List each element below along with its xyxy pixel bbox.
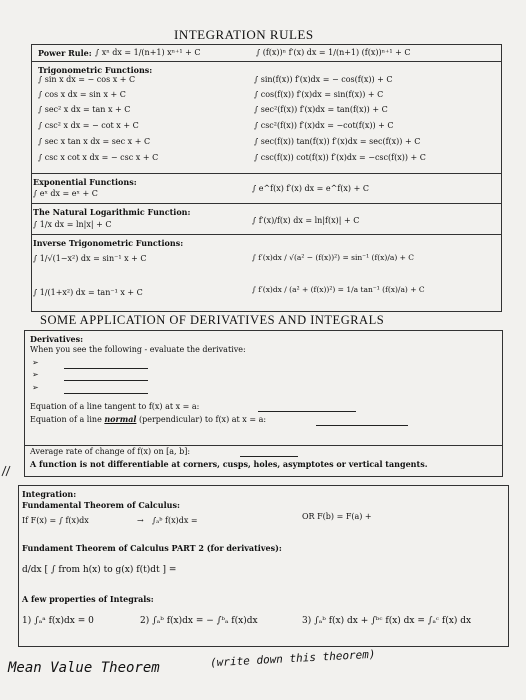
answer-blank[interactable]	[64, 380, 148, 381]
bullet-icon: ➢	[32, 383, 39, 392]
integral-property: 2) ∫ₐᵇ f(x)dx = − ∫ᵇₐ f(x)dx	[140, 616, 258, 626]
divider	[24, 445, 503, 446]
derivatives-label: Derivatives:	[30, 334, 84, 344]
trig-chain-formula: ∫ sec²(f(x)) f′(x)dx = tan(f(x)) + C	[254, 105, 388, 114]
ftc-if-statement: If F(x) = ∫ f(x)dx	[22, 516, 89, 525]
page-title: INTEGRATION RULES	[174, 27, 314, 42]
applications-title: SOME APPLICATION OF DERIVATIVES AND INTEGRALS	[40, 313, 385, 327]
integral-property: 3) ∫ₐᵇ f(x) dx + ∫ᵇᶜ f(x) dx = ∫ₐᶜ f(x) dx	[302, 616, 472, 626]
answer-blank[interactable]	[316, 425, 408, 426]
power-rule-chain-formula: ∫ (f(x))ⁿ f′(x) dx = 1/(n+1) (f(x))ⁿ⁺¹ + C	[256, 48, 411, 57]
handwritten-mvt: Mean Value Theorem	[8, 660, 160, 676]
trig-formula: ∫ sec x tan x dx = sec x + C	[38, 137, 151, 146]
trig-label: Trigonometric Functions:	[38, 65, 153, 75]
normal-line-prompt: Equation of a line normal (perpendicular) to f(x) at x = a:	[30, 414, 267, 424]
average-rate-prompt: Average rate of change of f(x) on [a, b]:	[30, 447, 191, 456]
ftc2-expression: d/dx [ ∫ from h(x) to g(x) f(t)dt ] =	[22, 565, 177, 575]
trig-chain-formula: ∫ cos(f(x)) f′(x)dx = sin(f(x)) + C	[254, 90, 384, 99]
inverse-trig-formula: ∫ 1/(1+x²) dx = tan⁻¹ x + C	[33, 288, 143, 297]
divider	[31, 173, 502, 174]
exponential-label: Exponential Functions:	[33, 177, 137, 187]
handwritten-note: (write down this theorem)	[209, 647, 376, 670]
inverse-trig-chain-formula: ∫ f′(x)dx / √(a² − (f(x))²) = sin⁻¹ (f(x)/a) + C	[252, 253, 415, 262]
bullet-icon: ➢	[32, 370, 39, 379]
integral-property: 1) ∫ₐᵃ f(x)dx = 0	[22, 616, 94, 626]
inverse-trig-label: Inverse Trigonometric Functions:	[33, 238, 184, 248]
trig-formula: ∫ csc x cot x dx = − csc x + C	[38, 153, 159, 162]
answer-blank[interactable]	[240, 456, 298, 457]
arrow-icon: →	[137, 516, 144, 525]
trig-chain-formula: ∫ sec(f(x)) tan(f(x)) f′(x)dx = sec(f(x)) + C	[254, 137, 421, 146]
ftc2-label: Fundament Theorem of Calculus PART 2 (for derivatives):	[22, 543, 282, 553]
integral-properties-label: A few properties of Integrals:	[22, 594, 154, 604]
scribble-icon	[0, 462, 14, 480]
inverse-trig-formula: ∫ 1/√(1−x²) dx = sin⁻¹ x + C	[33, 254, 147, 263]
exponential-chain-formula: ∫ e^f(x) f′(x) dx = e^f(x) + C	[252, 184, 369, 193]
trig-formula: ∫ sec² x dx = tan x + C	[38, 105, 131, 114]
natural-log-chain-formula: ∫ f′(x)/f(x) dx = ln|f(x)| + C	[252, 216, 360, 225]
power-rule-formula: ∫ xⁿ dx = 1/(n+1) xⁿ⁺¹ + C	[95, 48, 201, 57]
power-rule-label: Power Rule:	[38, 48, 92, 58]
trig-chain-formula: ∫ csc(f(x)) cot(f(x)) f′(x)dx = −csc(f(x)) + C	[254, 153, 426, 162]
natural-log-formula: ∫ 1/x dx = ln|x| + C	[33, 220, 112, 229]
tangent-line-prompt: Equation of a line tangent to f(x) at x = a:	[30, 402, 200, 411]
trig-chain-formula: ∫ csc²(f(x)) f′(x)dx = −cot(f(x)) + C	[254, 121, 394, 130]
divider	[31, 234, 502, 235]
answer-blank[interactable]	[64, 393, 148, 394]
answer-blank[interactable]	[64, 368, 148, 369]
derivatives-intro: When you see the following - evaluate the derivative:	[30, 345, 246, 354]
not-differentiable-note: A function is not differentiable at corners, cusps, holes, asymptotes or vertical tangents.	[30, 459, 428, 469]
trig-chain-formula: ∫ sin(f(x)) f′(x)dx = − cos(f(x)) + C	[254, 75, 393, 84]
trig-formula: ∫ sin x dx = − cos x + C	[38, 75, 136, 84]
natural-log-label: The Natural Logarithmic Function:	[33, 207, 191, 217]
integration-label: Integration:	[22, 489, 77, 499]
exponential-formula: ∫ eˣ dx = eˣ + C	[33, 189, 98, 198]
bullet-icon: ➢	[32, 358, 39, 367]
trig-formula: ∫ csc² x dx = − cot x + C	[38, 121, 139, 130]
normal-word: normal	[104, 414, 137, 424]
answer-blank[interactable]	[258, 411, 356, 412]
ftc-label: Fundamental Theorem of Calculus:	[22, 500, 180, 510]
ftc-or-statement: OR F(b) = F(a) +	[302, 512, 372, 521]
divider	[31, 61, 502, 62]
divider	[31, 203, 502, 204]
ftc-definite-integral: ∫ₐᵇ f(x)dx =	[152, 516, 198, 525]
trig-formula: ∫ cos x dx = sin x + C	[38, 90, 126, 99]
inverse-trig-chain-formula: ∫ f′(x)dx / (a² + (f(x))²) = 1/a tan⁻¹ (f(x)/a) + C	[252, 285, 425, 294]
